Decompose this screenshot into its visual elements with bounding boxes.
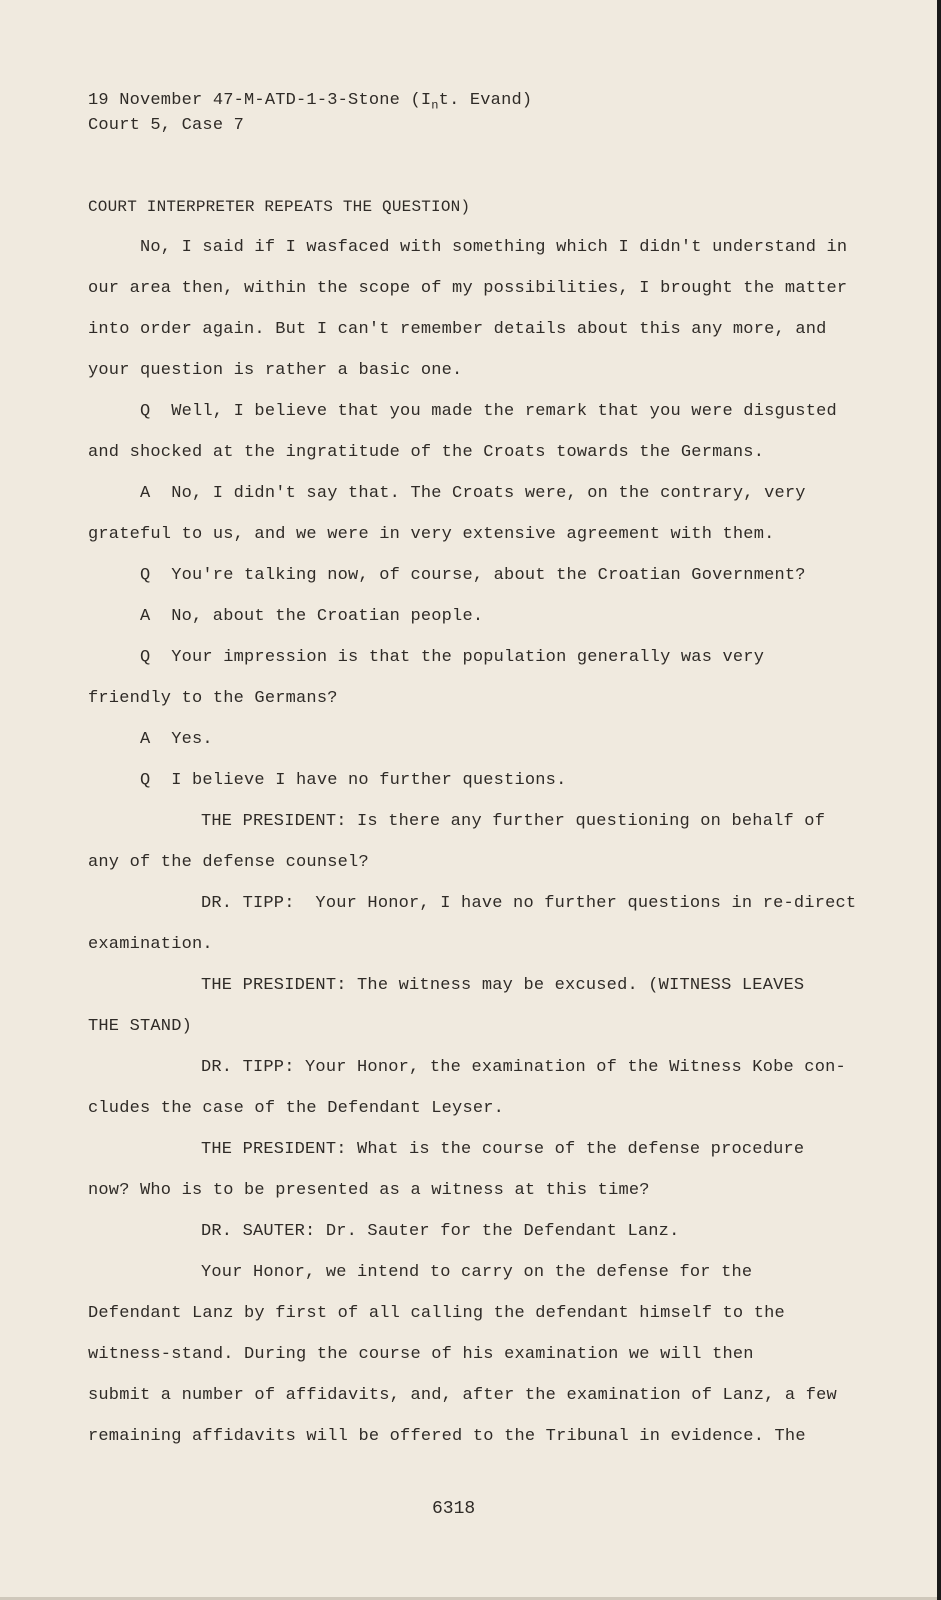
body-line: DR. TIPP: Your Honor, the examination of the Witness Kobe con- <box>201 1058 846 1077</box>
body-line: DR. SAUTER: Dr. Sauter for the Defendant Lanz. <box>201 1222 680 1241</box>
scan-right-edge <box>937 0 941 1600</box>
body-line: A No, about the Croatian people. <box>140 607 484 626</box>
body-line: examination. <box>88 935 213 954</box>
body-line: Q You're talking now, of course, about the Croatian Government? <box>140 566 806 585</box>
body-line: remaining affidavits will be offered to the Tribunal in evidence. The <box>88 1427 806 1446</box>
body-line: THE PRESIDENT: Is there any further questioning on behalf of <box>201 812 826 831</box>
body-line: our area then, within the scope of my possibilities, I brought the matter <box>88 279 848 298</box>
header-line-1-post: t. Evand) <box>438 91 533 110</box>
body-line: your question is rather a basic one. <box>88 361 463 380</box>
body-line: Q Well, I believe that you made the remark that you were disgusted <box>140 402 837 421</box>
body-line: THE PRESIDENT: What is the course of the defense procedure <box>201 1140 805 1159</box>
body-line: THE STAND) <box>88 1017 193 1036</box>
header-line-1-sub: n <box>431 98 439 113</box>
body-line: cludes the case of the Defendant Leyser. <box>88 1099 505 1118</box>
body-line: No, I said if I wasfaced with something which I didn't understand in <box>140 238 848 257</box>
body-line: any of the defense counsel? <box>88 853 369 872</box>
body-line: Defendant Lanz by first of all calling the defendant himself to the <box>88 1304 785 1323</box>
body-line: A No, I didn't say that. The Croats were, on the contrary, very <box>140 484 806 503</box>
body-line: now? Who is to be presented as a witness at this time? <box>88 1181 650 1200</box>
body-line: grateful to us, and we were in very extensive agreement with them. <box>88 525 775 544</box>
body-line: THE PRESIDENT: The witness may be excused. (WITNESS LEAVES <box>201 976 805 995</box>
body-line: DR. TIPP: Your Honor, I have no further questions in re-direct <box>201 894 857 913</box>
body-line: A Yes. <box>140 730 213 749</box>
header-line-1 <box>88 90 532 116</box>
body-line: Q Your impression is that the population generally was very <box>140 648 765 667</box>
header-line-2: Court 5, Case 7 <box>88 116 245 135</box>
body-line: witness-stand. During the course of his examination we will then <box>88 1345 754 1364</box>
body-line: Your Honor, we intend to carry on the defense for the <box>201 1263 753 1282</box>
page-number: 6318 <box>432 1499 476 1519</box>
body-line: COURT INTERPRETER REPEATS THE QUESTION) <box>88 198 471 216</box>
body-line: into order again. But I can't remember details about this any more, and <box>88 320 827 339</box>
body-line: Q I believe I have no further questions. <box>140 771 567 790</box>
body-line: submit a number of affidavits, and, after the examination of Lanz, a few <box>88 1386 837 1405</box>
body-line: and shocked at the ingratitude of the Croats towards the Germans. <box>88 443 765 462</box>
body-line: friendly to the Germans? <box>88 689 338 708</box>
header-line-1-pre: 19 November 47-M-ATD-1-3-Stone (I <box>88 91 432 110</box>
